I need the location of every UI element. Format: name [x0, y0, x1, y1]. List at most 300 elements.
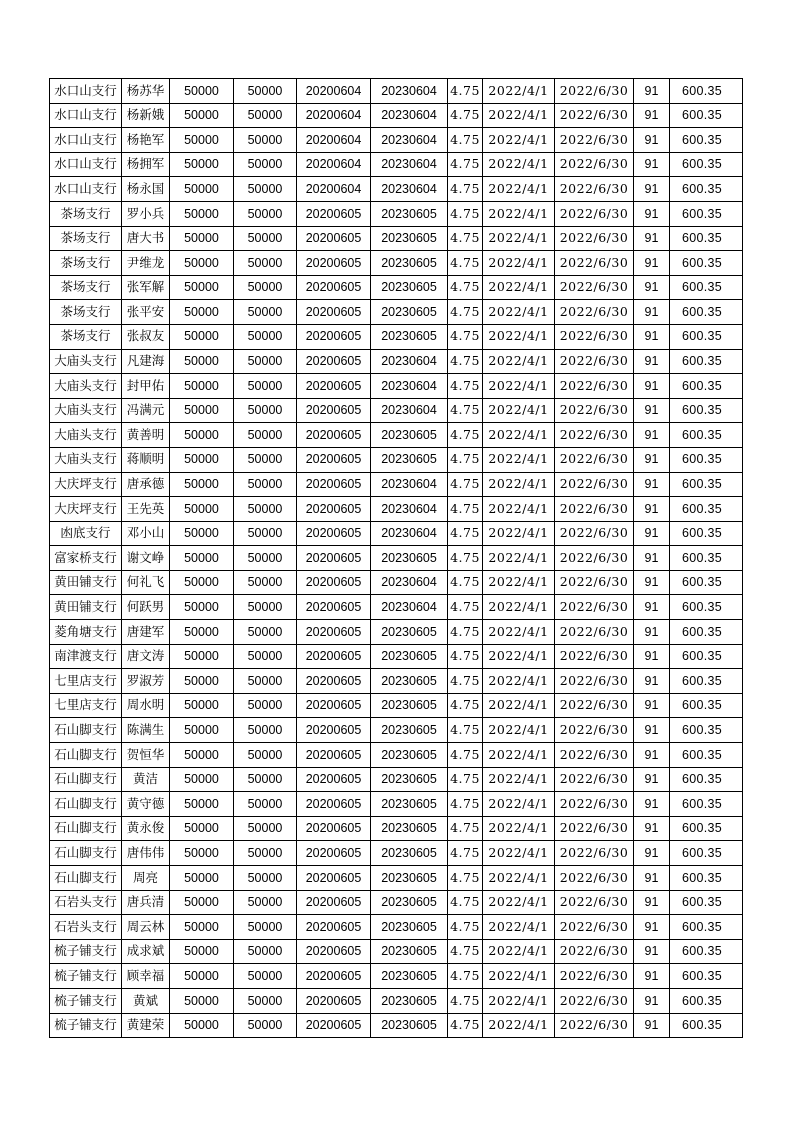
period-end-cell: 2022/6/30 [555, 374, 634, 399]
interest-cell: 600.35 [670, 324, 743, 349]
start-date-cell: 20200605 [297, 349, 371, 374]
period-start-cell: 2022/4/1 [483, 570, 555, 595]
loan-amount-cell: 50000 [170, 398, 234, 423]
end-date-cell: 20230604 [371, 595, 448, 620]
branch-cell: 石山脚支行 [50, 767, 122, 792]
rate-cell: 4.75 [448, 693, 483, 718]
balance-cell: 50000 [234, 349, 297, 374]
loan-amount-cell: 50000 [170, 939, 234, 964]
rate-cell: 4.75 [448, 521, 483, 546]
branch-cell: 茶场支行 [50, 226, 122, 251]
interest-cell: 600.35 [670, 718, 743, 743]
period-end-cell: 2022/6/30 [555, 300, 634, 325]
days-cell: 91 [634, 251, 670, 276]
branch-cell: 大庙头支行 [50, 447, 122, 472]
rate-cell: 4.75 [448, 349, 483, 374]
period-start-cell: 2022/4/1 [483, 226, 555, 251]
table-row [50, 915, 743, 940]
end-date-cell: 20230604 [371, 374, 448, 399]
loan-amount-cell: 50000 [170, 595, 234, 620]
borrower-name-cell: 周云林 [122, 915, 170, 940]
loan-amount-cell: 50000 [170, 324, 234, 349]
balance-cell: 50000 [234, 718, 297, 743]
branch-cell: 石山脚支行 [50, 792, 122, 817]
days-cell: 91 [634, 152, 670, 177]
end-date-cell: 20230605 [371, 792, 448, 817]
loan-amount-cell: 50000 [170, 767, 234, 792]
end-date-cell: 20230605 [371, 866, 448, 891]
period-start-cell: 2022/4/1 [483, 275, 555, 300]
loan-amount-cell: 50000 [170, 743, 234, 768]
period-start-cell: 2022/4/1 [483, 103, 555, 128]
period-end-cell: 2022/6/30 [555, 792, 634, 817]
table-row [50, 226, 743, 251]
branch-cell: 七里店支行 [50, 669, 122, 694]
period-start-cell: 2022/4/1 [483, 816, 555, 841]
balance-cell: 50000 [234, 767, 297, 792]
days-cell: 91 [634, 349, 670, 374]
days-cell: 91 [634, 472, 670, 497]
loan-amount-cell: 50000 [170, 890, 234, 915]
table-row [50, 743, 743, 768]
borrower-name-cell: 杨永国 [122, 177, 170, 202]
loan-amount-cell: 50000 [170, 447, 234, 472]
branch-cell: 水口山支行 [50, 79, 122, 104]
start-date-cell: 20200605 [297, 669, 371, 694]
balance-cell: 50000 [234, 939, 297, 964]
period-end-cell: 2022/6/30 [555, 1013, 634, 1038]
loan-amount-cell: 50000 [170, 620, 234, 645]
branch-cell: 茶场支行 [50, 275, 122, 300]
balance-cell: 50000 [234, 128, 297, 153]
loan-amount-cell: 50000 [170, 497, 234, 522]
table-row [50, 841, 743, 866]
loan-amount-cell: 50000 [170, 644, 234, 669]
start-date-cell: 20200605 [297, 497, 371, 522]
interest-cell: 600.35 [670, 447, 743, 472]
table-row [50, 718, 743, 743]
start-date-cell: 20200605 [297, 300, 371, 325]
start-date-cell: 20200605 [297, 964, 371, 989]
branch-cell: 大庙头支行 [50, 374, 122, 399]
end-date-cell: 20230605 [371, 423, 448, 448]
branch-cell: 梳子铺支行 [50, 1013, 122, 1038]
loan-amount-cell: 50000 [170, 546, 234, 571]
branch-cell: 石岩头支行 [50, 890, 122, 915]
interest-cell: 600.35 [670, 374, 743, 399]
balance-cell: 50000 [234, 423, 297, 448]
period-end-cell: 2022/6/30 [555, 890, 634, 915]
start-date-cell: 20200605 [297, 841, 371, 866]
end-date-cell: 20230604 [371, 79, 448, 104]
start-date-cell: 20200605 [297, 275, 371, 300]
rate-cell: 4.75 [448, 669, 483, 694]
period-start-cell: 2022/4/1 [483, 201, 555, 226]
start-date-cell: 20200605 [297, 1013, 371, 1038]
interest-cell: 600.35 [670, 816, 743, 841]
period-end-cell: 2022/6/30 [555, 988, 634, 1013]
rate-cell: 4.75 [448, 1013, 483, 1038]
branch-cell: 茶场支行 [50, 251, 122, 276]
interest-cell: 600.35 [670, 152, 743, 177]
period-end-cell: 2022/6/30 [555, 570, 634, 595]
interest-cell: 600.35 [670, 226, 743, 251]
table-row [50, 1013, 743, 1038]
table-row [50, 644, 743, 669]
interest-cell: 600.35 [670, 866, 743, 891]
interest-cell: 600.35 [670, 1013, 743, 1038]
borrower-name-cell: 唐建军 [122, 620, 170, 645]
days-cell: 91 [634, 988, 670, 1013]
end-date-cell: 20230604 [371, 472, 448, 497]
loan-amount-cell: 50000 [170, 374, 234, 399]
period-end-cell: 2022/6/30 [555, 324, 634, 349]
end-date-cell: 20230605 [371, 693, 448, 718]
table-row [50, 964, 743, 989]
balance-cell: 50000 [234, 644, 297, 669]
branch-cell: 茶场支行 [50, 201, 122, 226]
table-row [50, 251, 743, 276]
days-cell: 91 [634, 792, 670, 817]
start-date-cell: 20200605 [297, 595, 371, 620]
table-row [50, 349, 743, 374]
branch-cell: 水口山支行 [50, 152, 122, 177]
rate-cell: 4.75 [448, 841, 483, 866]
balance-cell: 50000 [234, 152, 297, 177]
days-cell: 91 [634, 718, 670, 743]
period-start-cell: 2022/4/1 [483, 300, 555, 325]
table-row [50, 447, 743, 472]
rate-cell: 4.75 [448, 816, 483, 841]
borrower-name-cell: 杨拥军 [122, 152, 170, 177]
period-start-cell: 2022/4/1 [483, 988, 555, 1013]
interest-cell: 600.35 [670, 693, 743, 718]
borrower-name-cell: 杨艳军 [122, 128, 170, 153]
days-cell: 91 [634, 816, 670, 841]
branch-cell: 大庙头支行 [50, 423, 122, 448]
branch-cell: 石山脚支行 [50, 841, 122, 866]
rate-cell: 4.75 [448, 201, 483, 226]
borrower-name-cell: 蒋顺明 [122, 447, 170, 472]
balance-cell: 50000 [234, 398, 297, 423]
balance-cell: 50000 [234, 792, 297, 817]
period-end-cell: 2022/6/30 [555, 177, 634, 202]
branch-cell: 富家桥支行 [50, 546, 122, 571]
branch-cell: 石山脚支行 [50, 816, 122, 841]
end-date-cell: 20230605 [371, 620, 448, 645]
period-start-cell: 2022/4/1 [483, 128, 555, 153]
start-date-cell: 20200605 [297, 939, 371, 964]
branch-cell: 黄田铺支行 [50, 570, 122, 595]
period-start-cell: 2022/4/1 [483, 398, 555, 423]
branch-cell: 梳子铺支行 [50, 988, 122, 1013]
loan-amount-cell: 50000 [170, 226, 234, 251]
borrower-name-cell: 杨苏华 [122, 79, 170, 104]
end-date-cell: 20230605 [371, 816, 448, 841]
period-start-cell: 2022/4/1 [483, 669, 555, 694]
period-end-cell: 2022/6/30 [555, 226, 634, 251]
interest-cell: 600.35 [670, 349, 743, 374]
days-cell: 91 [634, 103, 670, 128]
period-start-cell: 2022/4/1 [483, 718, 555, 743]
balance-cell: 50000 [234, 693, 297, 718]
rate-cell: 4.75 [448, 79, 483, 104]
end-date-cell: 20230604 [371, 570, 448, 595]
table-row [50, 472, 743, 497]
period-start-cell: 2022/4/1 [483, 964, 555, 989]
loan-amount-cell: 50000 [170, 693, 234, 718]
rate-cell: 4.75 [448, 128, 483, 153]
end-date-cell: 20230605 [371, 1013, 448, 1038]
start-date-cell: 20200605 [297, 251, 371, 276]
period-start-cell: 2022/4/1 [483, 620, 555, 645]
table-row [50, 546, 743, 571]
period-end-cell: 2022/6/30 [555, 964, 634, 989]
loan-amount-cell: 50000 [170, 128, 234, 153]
period-end-cell: 2022/6/30 [555, 128, 634, 153]
table-row [50, 128, 743, 153]
rate-cell: 4.75 [448, 152, 483, 177]
rate-cell: 4.75 [448, 497, 483, 522]
interest-cell: 600.35 [670, 743, 743, 768]
end-date-cell: 20230605 [371, 988, 448, 1013]
period-start-cell: 2022/4/1 [483, 177, 555, 202]
loan-amount-cell: 50000 [170, 718, 234, 743]
balance-cell: 50000 [234, 964, 297, 989]
borrower-name-cell: 张军解 [122, 275, 170, 300]
period-start-cell: 2022/4/1 [483, 792, 555, 817]
period-end-cell: 2022/6/30 [555, 718, 634, 743]
start-date-cell: 20200605 [297, 988, 371, 1013]
branch-cell: 水口山支行 [50, 177, 122, 202]
days-cell: 91 [634, 128, 670, 153]
rate-cell: 4.75 [448, 546, 483, 571]
borrower-name-cell: 何礼飞 [122, 570, 170, 595]
period-start-cell: 2022/4/1 [483, 349, 555, 374]
loan-amount-cell: 50000 [170, 152, 234, 177]
end-date-cell: 20230605 [371, 324, 448, 349]
period-start-cell: 2022/4/1 [483, 595, 555, 620]
table-row [50, 595, 743, 620]
branch-cell: 菱角塘支行 [50, 620, 122, 645]
loan-amount-cell: 50000 [170, 988, 234, 1013]
interest-cell: 600.35 [670, 103, 743, 128]
table-row [50, 79, 743, 104]
rate-cell: 4.75 [448, 324, 483, 349]
loan-amount-cell: 50000 [170, 201, 234, 226]
days-cell: 91 [634, 890, 670, 915]
period-start-cell: 2022/4/1 [483, 1013, 555, 1038]
table-row [50, 275, 743, 300]
branch-cell: 水口山支行 [50, 103, 122, 128]
days-cell: 91 [634, 939, 670, 964]
start-date-cell: 20200605 [297, 201, 371, 226]
period-end-cell: 2022/6/30 [555, 693, 634, 718]
branch-cell: 大庙头支行 [50, 349, 122, 374]
loan-amount-cell: 50000 [170, 521, 234, 546]
rate-cell: 4.75 [448, 570, 483, 595]
period-end-cell: 2022/6/30 [555, 398, 634, 423]
loan-amount-cell: 50000 [170, 792, 234, 817]
interest-cell: 600.35 [670, 177, 743, 202]
balance-cell: 50000 [234, 743, 297, 768]
days-cell: 91 [634, 374, 670, 399]
interest-cell: 600.35 [670, 841, 743, 866]
period-start-cell: 2022/4/1 [483, 521, 555, 546]
period-start-cell: 2022/4/1 [483, 324, 555, 349]
interest-cell: 600.35 [670, 792, 743, 817]
period-start-cell: 2022/4/1 [483, 644, 555, 669]
start-date-cell: 20200605 [297, 570, 371, 595]
start-date-cell: 20200605 [297, 374, 371, 399]
end-date-cell: 20230605 [371, 251, 448, 276]
period-start-cell: 2022/4/1 [483, 251, 555, 276]
days-cell: 91 [634, 300, 670, 325]
period-start-cell: 2022/4/1 [483, 497, 555, 522]
branch-cell: 石山脚支行 [50, 718, 122, 743]
days-cell: 91 [634, 841, 670, 866]
branch-cell: 梳子铺支行 [50, 939, 122, 964]
period-end-cell: 2022/6/30 [555, 201, 634, 226]
table-row [50, 890, 743, 915]
end-date-cell: 20230604 [371, 128, 448, 153]
branch-cell: 茶场支行 [50, 324, 122, 349]
rate-cell: 4.75 [448, 767, 483, 792]
interest-cell: 600.35 [670, 521, 743, 546]
start-date-cell: 20200605 [297, 398, 371, 423]
balance-cell: 50000 [234, 915, 297, 940]
borrower-name-cell: 罗小兵 [122, 201, 170, 226]
branch-cell: 石山脚支行 [50, 743, 122, 768]
days-cell: 91 [634, 423, 670, 448]
table-row [50, 620, 743, 645]
start-date-cell: 20200604 [297, 79, 371, 104]
borrower-name-cell: 尹维龙 [122, 251, 170, 276]
start-date-cell: 20200604 [297, 128, 371, 153]
interest-cell: 600.35 [670, 275, 743, 300]
interest-cell: 600.35 [670, 300, 743, 325]
borrower-name-cell: 陈满生 [122, 718, 170, 743]
period-end-cell: 2022/6/30 [555, 866, 634, 891]
borrower-name-cell: 王先英 [122, 497, 170, 522]
borrower-name-cell: 成求斌 [122, 939, 170, 964]
borrower-name-cell: 黄守德 [122, 792, 170, 817]
days-cell: 91 [634, 693, 670, 718]
start-date-cell: 20200605 [297, 423, 371, 448]
start-date-cell: 20200605 [297, 472, 371, 497]
rate-cell: 4.75 [448, 964, 483, 989]
rate-cell: 4.75 [448, 620, 483, 645]
period-start-cell: 2022/4/1 [483, 374, 555, 399]
end-date-cell: 20230605 [371, 669, 448, 694]
interest-cell: 600.35 [670, 201, 743, 226]
borrower-name-cell: 杨新娥 [122, 103, 170, 128]
balance-cell: 50000 [234, 497, 297, 522]
balance-cell: 50000 [234, 300, 297, 325]
interest-cell: 600.35 [670, 620, 743, 645]
end-date-cell: 20230605 [371, 841, 448, 866]
period-start-cell: 2022/4/1 [483, 693, 555, 718]
start-date-cell: 20200605 [297, 644, 371, 669]
end-date-cell: 20230605 [371, 275, 448, 300]
table-row [50, 988, 743, 1013]
start-date-cell: 20200604 [297, 177, 371, 202]
borrower-name-cell: 罗淑芳 [122, 669, 170, 694]
loan-table [49, 78, 743, 1038]
start-date-cell: 20200605 [297, 226, 371, 251]
days-cell: 91 [634, 324, 670, 349]
period-end-cell: 2022/6/30 [555, 521, 634, 546]
table-row [50, 152, 743, 177]
table-row [50, 497, 743, 522]
balance-cell: 50000 [234, 177, 297, 202]
period-end-cell: 2022/6/30 [555, 816, 634, 841]
table-row [50, 300, 743, 325]
loan-amount-cell: 50000 [170, 275, 234, 300]
start-date-cell: 20200604 [297, 152, 371, 177]
borrower-name-cell: 凡建海 [122, 349, 170, 374]
days-cell: 91 [634, 398, 670, 423]
balance-cell: 50000 [234, 201, 297, 226]
borrower-name-cell: 唐承德 [122, 472, 170, 497]
interest-cell: 600.35 [670, 570, 743, 595]
rate-cell: 4.75 [448, 792, 483, 817]
borrower-name-cell: 封甲佑 [122, 374, 170, 399]
rate-cell: 4.75 [448, 866, 483, 891]
interest-cell: 600.35 [670, 251, 743, 276]
borrower-name-cell: 黄斌 [122, 988, 170, 1013]
loan-amount-cell: 50000 [170, 349, 234, 374]
balance-cell: 50000 [234, 472, 297, 497]
start-date-cell: 20200605 [297, 915, 371, 940]
borrower-name-cell: 邓小山 [122, 521, 170, 546]
end-date-cell: 20230604 [371, 497, 448, 522]
branch-cell: 石岩头支行 [50, 915, 122, 940]
period-end-cell: 2022/6/30 [555, 275, 634, 300]
balance-cell: 50000 [234, 226, 297, 251]
branch-cell: 水口山支行 [50, 128, 122, 153]
balance-cell: 50000 [234, 890, 297, 915]
balance-cell: 50000 [234, 1013, 297, 1038]
branch-cell: 南津渡支行 [50, 644, 122, 669]
table-row [50, 398, 743, 423]
days-cell: 91 [634, 521, 670, 546]
days-cell: 91 [634, 177, 670, 202]
period-end-cell: 2022/6/30 [555, 447, 634, 472]
branch-cell: 茶场支行 [50, 300, 122, 325]
loan-amount-cell: 50000 [170, 472, 234, 497]
period-start-cell: 2022/4/1 [483, 152, 555, 177]
loan-amount-cell: 50000 [170, 177, 234, 202]
balance-cell: 50000 [234, 816, 297, 841]
borrower-name-cell: 唐伟伟 [122, 841, 170, 866]
days-cell: 91 [634, 1013, 670, 1038]
table-row [50, 201, 743, 226]
table-row [50, 792, 743, 817]
rate-cell: 4.75 [448, 226, 483, 251]
days-cell: 91 [634, 743, 670, 768]
loan-amount-cell: 50000 [170, 866, 234, 891]
rate-cell: 4.75 [448, 300, 483, 325]
loan-amount-cell: 50000 [170, 423, 234, 448]
table-row [50, 816, 743, 841]
table-row [50, 866, 743, 891]
table-row [50, 521, 743, 546]
period-start-cell: 2022/4/1 [483, 915, 555, 940]
rate-cell: 4.75 [448, 743, 483, 768]
start-date-cell: 20200605 [297, 521, 371, 546]
days-cell: 91 [634, 767, 670, 792]
